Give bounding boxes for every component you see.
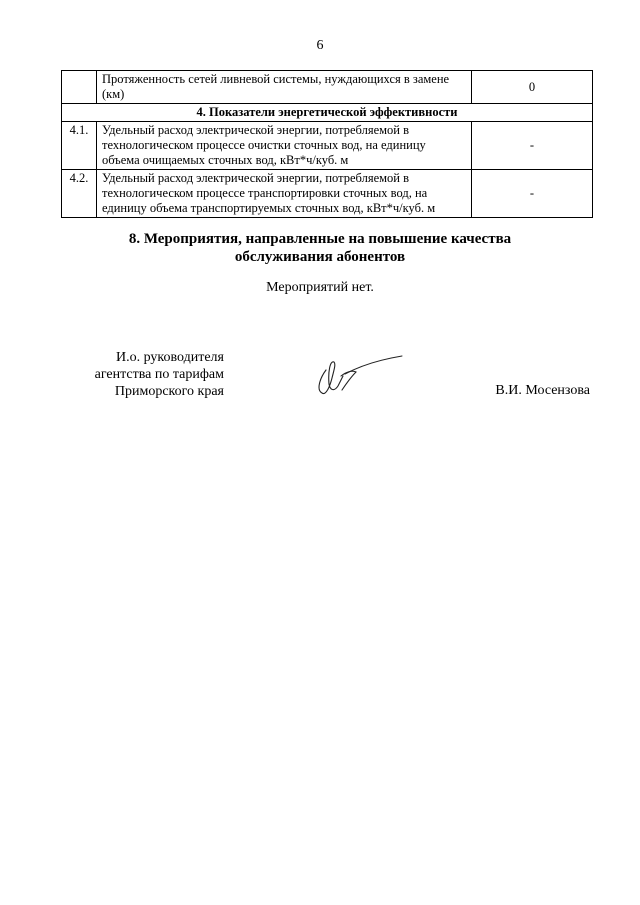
no-measures-text: Мероприятий нет. [266, 280, 374, 295]
signer-name: В.И. Мосензова [495, 383, 590, 398]
row-number-cell [62, 71, 97, 104]
section-row [62, 104, 593, 122]
position-line: И.о. руководителя [115, 350, 224, 365]
row-number-cell: 4.2. [62, 170, 97, 218]
row-number-cell: 4.1. [62, 122, 97, 170]
row-value-cell: 0 [472, 71, 593, 104]
table-row [62, 170, 593, 218]
table-row [62, 122, 593, 170]
row-value-cell: - [472, 122, 593, 170]
row-value-cell: - [472, 170, 593, 218]
table-row [62, 71, 593, 104]
position-line: Приморского края [114, 384, 224, 399]
page-number: 6 [316, 38, 324, 53]
position-line: агентства по тарифам [94, 367, 224, 382]
heading-line: 8. Мероприятия, направленные на повышение качества [128, 231, 512, 247]
row-text-cell: Удельный расход электрической энергии, потребляемой в технологическом процессе очистки сточных вод, на единицу объема очищаемых сточных вод, кВт*ч/куб. м [97, 122, 472, 170]
section-heading [0, 230, 640, 266]
handwritten-signature [312, 350, 412, 400]
signatory-position [54, 349, 224, 400]
heading-line: обслуживания абонентов [234, 249, 406, 265]
row-text-cell: Удельный расход электрической энергии, потребляемой в технологическом процессе транспортировки сточных вод, на единицу объема транспортируемых сточных вод, кВт*ч/куб. м [97, 170, 472, 218]
indicators-table [61, 70, 593, 218]
section-title: 4. Показатели энергетической эффективности [62, 104, 593, 122]
row-text-cell: Протяженность сетей ливневой системы, нуждающихся в замене (км) [97, 71, 472, 104]
